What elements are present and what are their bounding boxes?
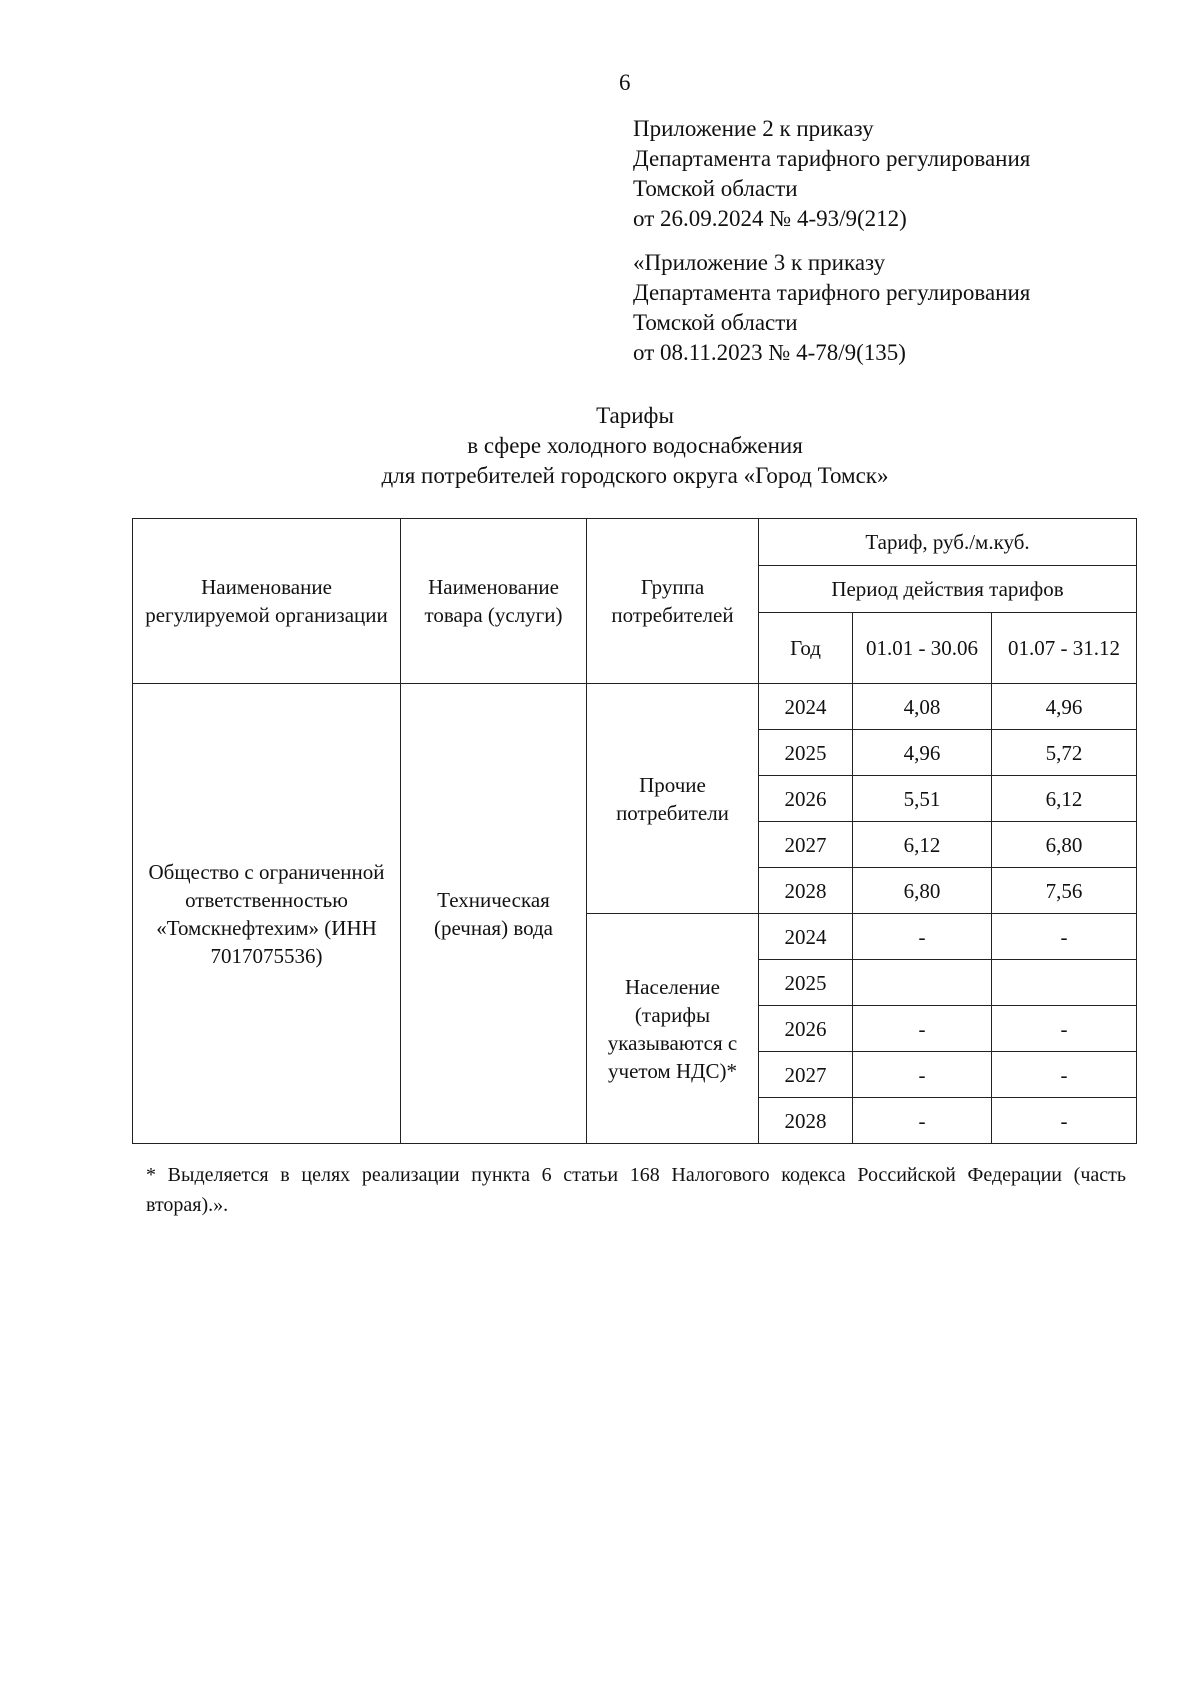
tariff-value: -	[992, 1052, 1137, 1098]
header-period-1: 01.01 - 30.06	[853, 613, 992, 684]
title-line: Тарифы	[596, 403, 674, 428]
year-cell: 2026	[759, 776, 853, 822]
header-consumer-group: Группа потребителей	[587, 519, 759, 684]
header-tariff: Тариф, руб./м.куб.	[759, 519, 1137, 566]
appendix-reference-original	[633, 248, 1030, 368]
header-organization: Наименование регулируемой организации	[133, 519, 401, 684]
header-year: Год	[759, 613, 853, 684]
tariff-value: 6,12	[853, 822, 992, 868]
year-cell: 2025	[759, 730, 853, 776]
year-cell: 2028	[759, 868, 853, 914]
tariff-value: 5,51	[853, 776, 992, 822]
appendix-line: Департамента тарифного регулирования	[633, 280, 1031, 305]
title-line: в сфере холодного водоснабжения	[467, 433, 803, 458]
tariff-table	[132, 518, 1137, 1144]
product-cell: Техническая (речная) вода	[401, 684, 587, 1144]
tariff-value: -	[853, 1098, 992, 1144]
tariff-value: -	[853, 914, 992, 960]
consumer-group-other: Прочие потребители	[587, 684, 759, 914]
tariff-value: -	[992, 1098, 1137, 1144]
tariff-value: 7,56	[992, 868, 1137, 914]
consumer-group-population: Население (тарифы указываются с учетом НДС)*	[587, 914, 759, 1144]
title-line: для потребителей городского округа «Город Томск»	[381, 463, 889, 488]
tariff-value: -	[992, 1006, 1137, 1052]
year-cell: 2025	[759, 960, 853, 1006]
tariff-value: 4,96	[853, 730, 992, 776]
header-period-2: 01.07 - 31.12	[992, 613, 1137, 684]
tariff-value: 6,80	[853, 868, 992, 914]
header-product: Наименование товара (услуги)	[401, 519, 587, 684]
year-cell: 2024	[759, 684, 853, 730]
tariff-value: 6,80	[992, 822, 1137, 868]
tariff-value: -	[992, 914, 1137, 960]
appendix-line: от 08.11.2023 № 4-78/9(135)	[633, 340, 906, 365]
year-cell: 2026	[759, 1006, 853, 1052]
tariff-value: 4,96	[992, 684, 1137, 730]
appendix-reference-current	[633, 114, 1030, 234]
tariff-value: 6,12	[992, 776, 1137, 822]
tariff-value: 5,72	[992, 730, 1137, 776]
tariff-value: -	[853, 1006, 992, 1052]
appendix-line: Департамента тарифного регулирования	[633, 146, 1031, 171]
tariff-value	[853, 960, 992, 1006]
footnote: * Выделяется в целях реализации пункта 6 статьи 168 Налогового кодекса Российской Федерации (часть вторая).».	[146, 1164, 1126, 1216]
year-cell: 2027	[759, 1052, 853, 1098]
appendix-line: от 26.09.2024 № 4-93/9(212)	[633, 206, 907, 231]
tariff-value: 4,08	[853, 684, 992, 730]
organization-cell: Общество с ограниченной ответственностью «Томскнефтехим» (ИНН 7017075536)	[133, 684, 401, 1144]
tariff-value: -	[853, 1052, 992, 1098]
appendix-line: Томской области	[633, 310, 798, 335]
page-number: 6	[619, 70, 631, 95]
header-period: Период действия тарифов	[759, 566, 1137, 613]
year-cell: 2027	[759, 822, 853, 868]
tariff-value	[992, 960, 1137, 1006]
appendix-line: Томской области	[633, 176, 798, 201]
year-cell: 2024	[759, 914, 853, 960]
appendix-line: Приложение 2 к приказу	[633, 116, 874, 141]
document-title	[0, 401, 1200, 491]
year-cell: 2028	[759, 1098, 853, 1144]
appendix-line: «Приложение 3 к приказу	[633, 250, 886, 275]
table-row	[133, 684, 1137, 730]
